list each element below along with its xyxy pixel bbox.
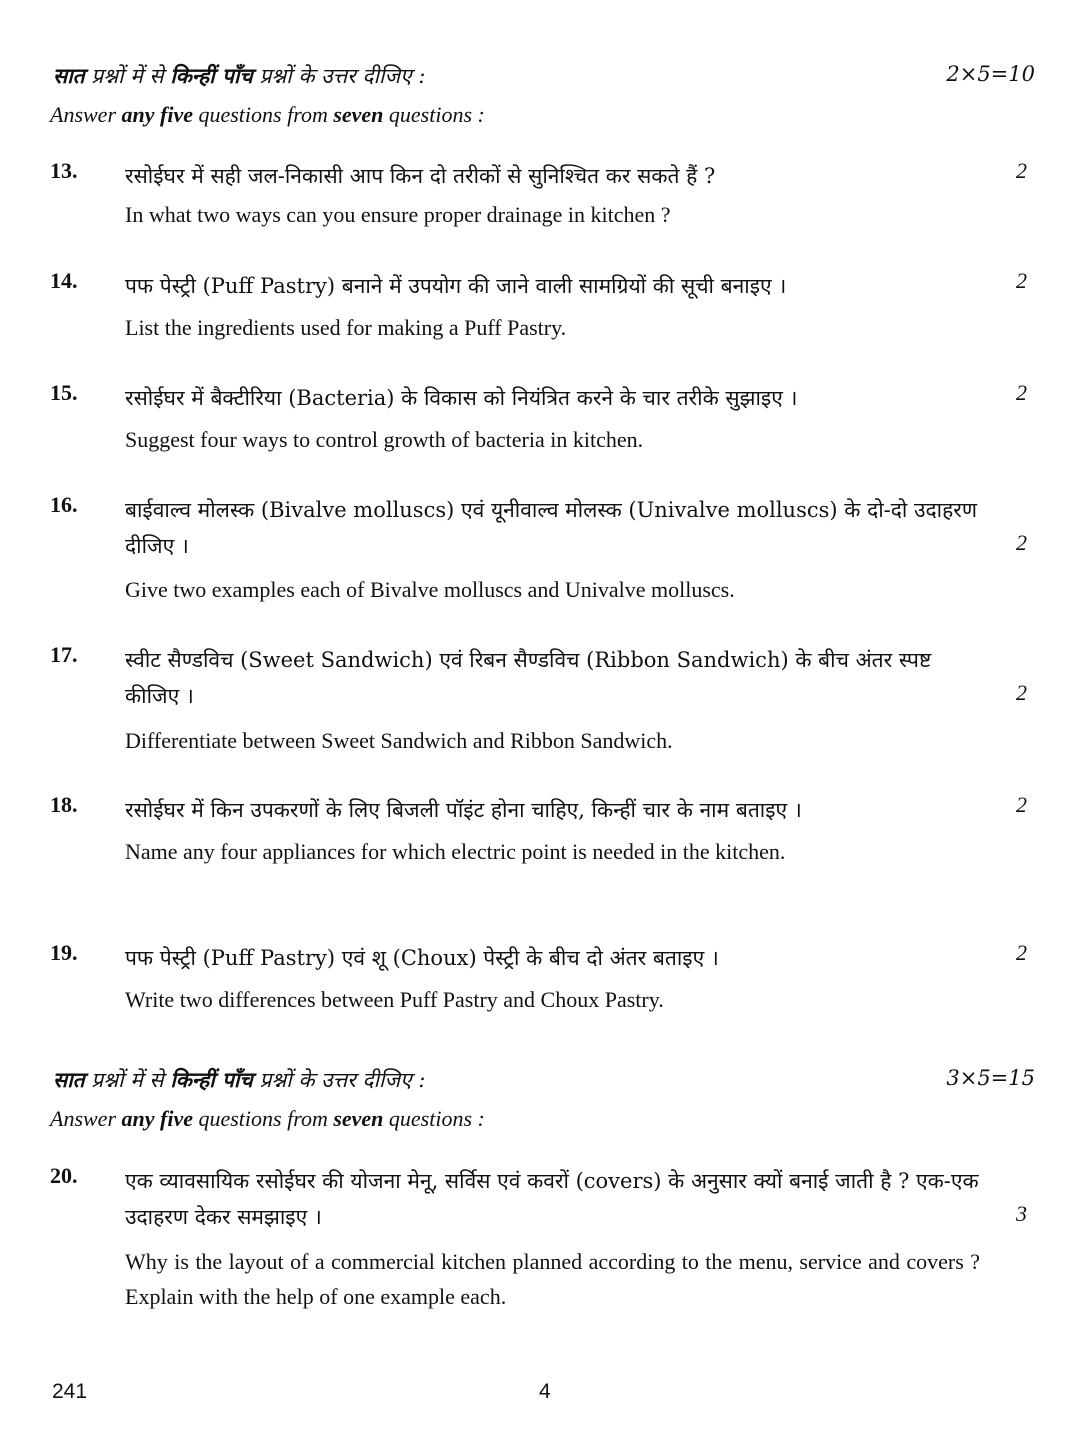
question-marks: 2 <box>1016 158 1027 183</box>
question-text-english: List the ingredients used for making a Puff Pastry. <box>125 315 567 340</box>
question-text-hindi: स्वीट सैण्डविच (Sweet Sandwich) एवं रिबन सैण्डविच (Ribbon Sandwich) के बीच अंतर स्पष्ट कीजिए । <box>125 648 932 708</box>
question-text-hindi: रसोईघर में सही जल-निकासी आप किन दो तरीकों से सुनिश्चित कर सकते हैं ? <box>125 164 716 188</box>
question-text-hindi: पफ पेस्ट्री (Puff Pastry) बनाने में उपयोग की जाने वाली सामग्रियों की सूची बनाइए । <box>125 274 787 298</box>
question-text-hindi: रसोईघर में बैक्टीरिया (Bacteria) के विकास को नियंत्रित करने के चार तरीके सुझाइए । <box>125 386 798 410</box>
question-text-english: Differentiate between Sweet Sandwich and Ribbon Sandwich. <box>125 728 673 753</box>
question-marks: 2 <box>1016 680 1027 705</box>
question-marks: 2 <box>1016 530 1027 555</box>
question-marks: 3 <box>1016 1201 1027 1226</box>
question-text-hindi: रसोईघर में किन उपकरणों के लिए बिजली पॉइंट होना चाहिए, किन्हीं चार के नाम बताइए । <box>125 798 802 822</box>
section-instruction-english: Answer any five questions from seven questions : <box>50 102 485 127</box>
question-marks: 2 <box>1016 792 1027 817</box>
section-instruction-hindi: सात प्रश्नों में से किन्हीं पाँच प्रश्नों के उत्तर दीजिए : <box>53 63 426 88</box>
section-heading-hindi <box>50 62 1035 94</box>
question-text-english: Suggest four ways to control growth of bacteria in kitchen. <box>125 427 644 452</box>
question-number: 18. <box>50 792 78 817</box>
page-number: 4 <box>539 1380 551 1403</box>
question-number: 15. <box>50 380 78 405</box>
section-heading-hindi <box>50 1066 1035 1098</box>
question-marks: 2 <box>1016 380 1027 405</box>
question-text-hindi: पफ पेस्ट्री (Puff Pastry) एवं शू (Choux) पेस्ट्री के बीच दो अंतर बताइए । <box>125 946 719 970</box>
question-text-english: Why is the layout of a commercial kitchen planned according to the menu, service and covers ? Explain with the help of one example each. <box>125 1249 980 1309</box>
question-marks: 2 <box>1016 940 1027 965</box>
question-number: 20. <box>50 1163 78 1188</box>
question-number: 19. <box>50 940 78 965</box>
question-marks: 2 <box>1016 268 1027 293</box>
section-instruction-english: Answer any five questions from seven questions : <box>50 1106 485 1131</box>
question-text-hindi: एक व्यावसायिक रसोईघर की योजना मेनू, सर्विस एवं कवरों (covers) के अनुसार क्यों बनाई जाती है ? एक-एक उदाहरण देकर समझाइए । <box>125 1169 979 1229</box>
question-number: 17. <box>50 642 78 667</box>
section-instruction-hindi: सात प्रश्नों में से किन्हीं पाँच प्रश्नों के उत्तर दीजिए : <box>53 1067 426 1092</box>
question-text-english: In what two ways can you ensure proper drainage in kitchen ? <box>125 202 671 227</box>
section-marks: 3×5=15 <box>946 1066 1035 1090</box>
section-marks: 2×5=10 <box>946 62 1035 86</box>
question-text-english: Write two differences between Puff Pastry and Choux Pastry. <box>125 987 664 1012</box>
question-text-english: Give two examples each of Bivalve molluscs and Univalve molluscs. <box>125 577 735 602</box>
question-number: 16. <box>50 492 78 517</box>
question-number: 14. <box>50 268 78 293</box>
question-text-hindi: बाईवाल्व मोलस्क (Bivalve molluscs) एवं यूनीवाल्व मोलस्क (Univalve molluscs) के दो-दो उदाहरण दीजिए । <box>125 498 978 558</box>
subject-code: 241 <box>52 1380 88 1403</box>
question-text-english: Name any four appliances for which electric point is needed in the kitchen. <box>125 839 786 864</box>
question-number: 13. <box>50 158 78 183</box>
